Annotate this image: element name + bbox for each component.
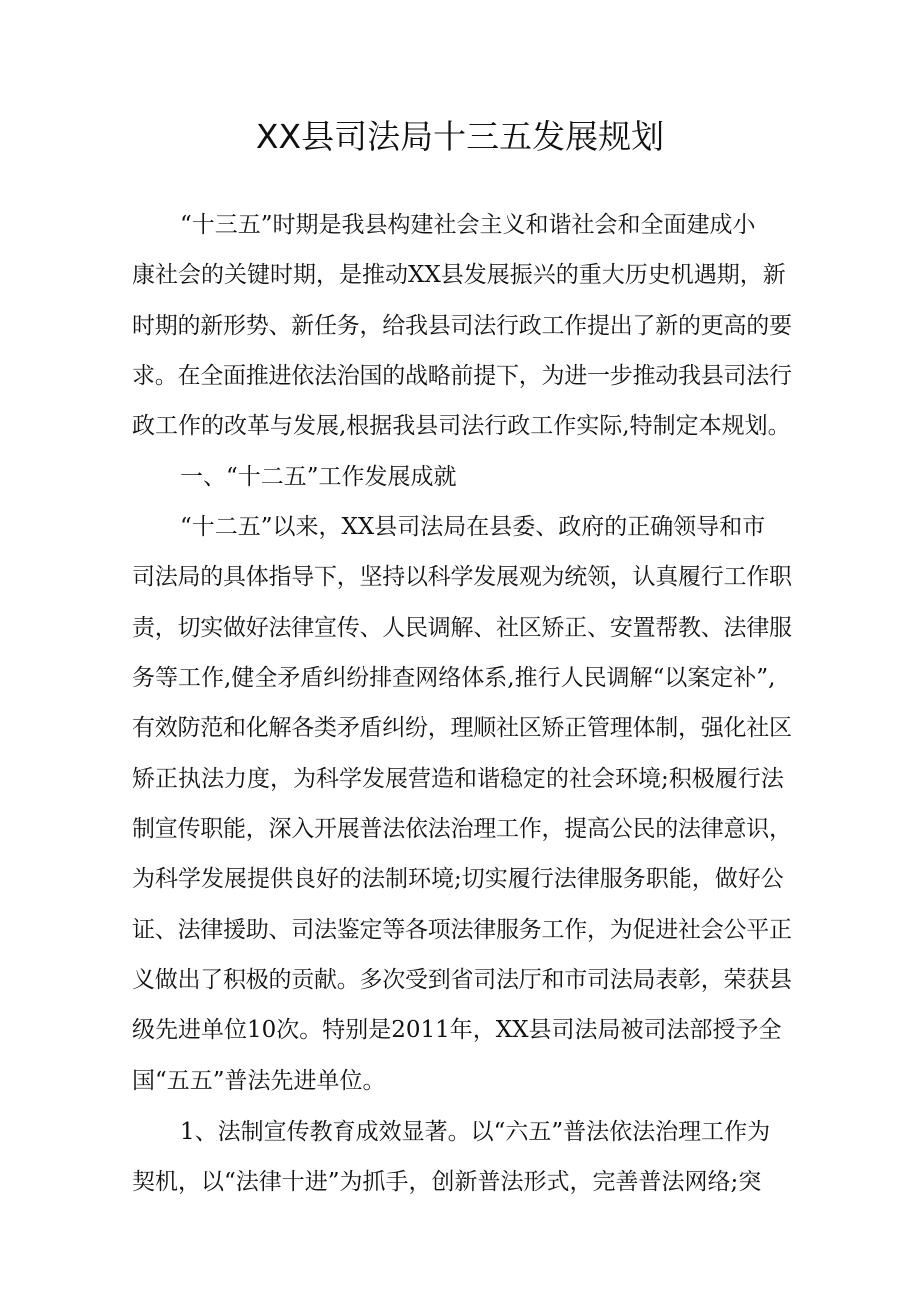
paragraph-line: 为科学发展提供良好的法制环境;切实履行法律服务职能，做好公 bbox=[132, 866, 784, 892]
section-heading: 一、“十二五”工作发展成就 bbox=[180, 464, 457, 490]
paragraph-line: 矫正执法力度，为科学发展营造和谐稳定的社会环境;积极履行法 bbox=[132, 766, 784, 792]
paragraph-line: 务等工作,健全矛盾纠纷排查网络体系,推行人民调解“以案定补”, bbox=[132, 665, 776, 691]
paragraph-line: 有效防范和化解各类矛盾纠纷，理顺社区矫正管理体制，强化社区 bbox=[132, 715, 792, 741]
paragraph-line: 制宣传职能，深入开展普法依法治理工作，提高公民的法律意识， bbox=[132, 816, 792, 842]
paragraph-line: 1、法制宣传教育成效显著。以“六五”普法依法治理工作为 bbox=[180, 1119, 771, 1145]
paragraph-line: 政工作的改革与发展,根据我县司法行政工作实际,特制定本规划。 bbox=[132, 413, 791, 439]
paragraph-line: 国“五五”普法先进单位。 bbox=[132, 1068, 386, 1094]
paragraph-line: “十二五”以来，XX县司法局在县委、政府的正确领导和市 bbox=[180, 514, 766, 540]
document-title: XX县司法局十三五发展规划 bbox=[255, 117, 665, 156]
paragraph-line: 契机，以“法律十进”为抓手，创新普法形式，完善普法网络;突 bbox=[132, 1169, 762, 1195]
paragraph-line: “十三五”时期是我县构建社会主义和谐社会和全面建成小 bbox=[180, 212, 756, 238]
paragraph-line: 康社会的关键时期，是推动XX县发展振兴的重大历史机遇期，新 bbox=[132, 262, 786, 288]
paragraph-line: 司法局的具体指导下，坚持以科学发展观为统领，认真履行工作职 bbox=[132, 564, 792, 590]
paragraph-line: 时期的新形势、新任务，给我县司法行政工作提出了新的更高的要 bbox=[132, 313, 792, 339]
paragraph-line: 义做出了积极的贡献。多次受到省司法厅和市司法局表彰，荣获县 bbox=[132, 967, 792, 993]
paragraph-line: 证、法律援助、司法鉴定等各项法律服务工作，为促进社会公平正 bbox=[132, 917, 792, 943]
paragraph-line: 级先进单位10次。特别是2011年，XX县司法局被司法部授予全 bbox=[132, 1017, 782, 1043]
paragraph-line: 责，切实做好法律宣传、人民调解、社区矫正、安置帮教、法律服 bbox=[132, 615, 792, 641]
paragraph-line: 求。在全面推进依法治国的战略前提下，为进一步推动我县司法行 bbox=[132, 363, 792, 389]
